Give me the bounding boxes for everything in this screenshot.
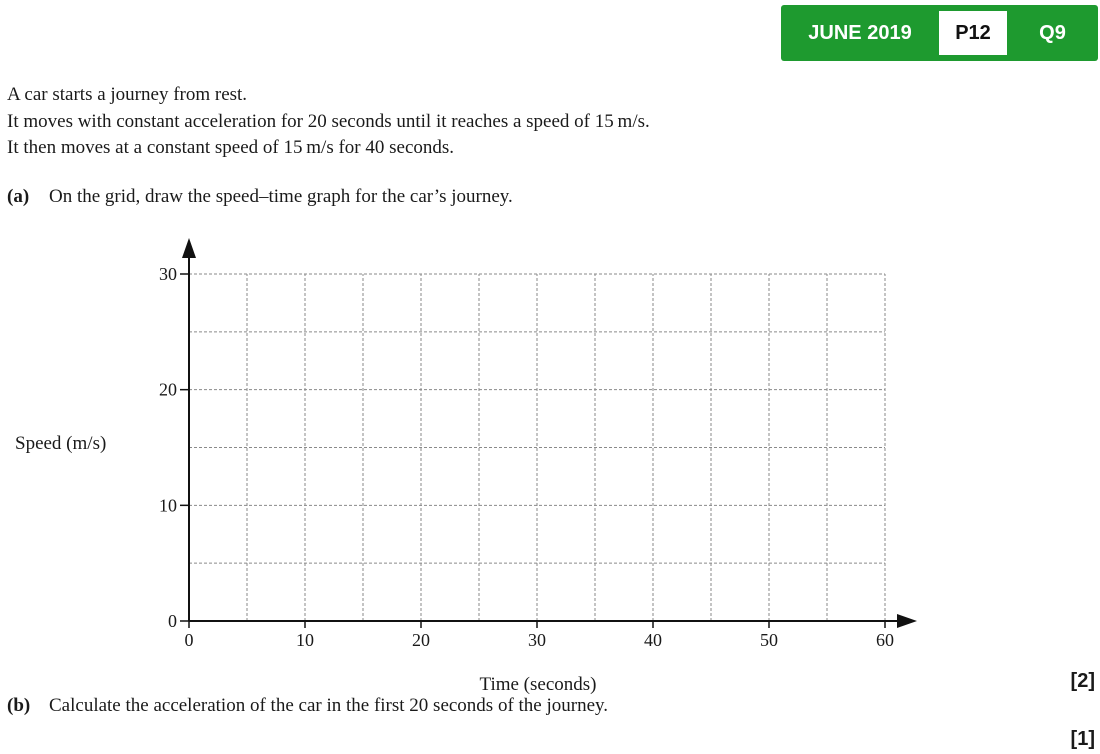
paper-code: P12 — [939, 11, 1007, 55]
y-tick-label: 30 — [159, 264, 177, 284]
part-a-marks: [2] — [1070, 670, 1095, 692]
x-axis-label: Time (seconds) — [479, 674, 597, 695]
y-axis-arrow — [182, 238, 196, 258]
x-tick-label: 40 — [644, 630, 662, 650]
part-a-text: On the grid, draw the speed–time graph for the car’s journey. — [49, 186, 513, 207]
y-axis-label: Speed (m/s) — [15, 433, 107, 454]
x-tick-label: 60 — [876, 630, 894, 650]
exam-date: JUNE 2019 — [808, 22, 912, 44]
y-tick-label: 0 — [168, 611, 177, 631]
stem-line: A car starts a journey from rest. — [7, 84, 248, 105]
part-b-label: (b) — [7, 695, 31, 716]
x-tick-label: 50 — [760, 630, 778, 650]
question-stem — [7, 82, 650, 162]
x-axis-arrow — [897, 614, 917, 628]
part-b-marks: [1] — [1070, 728, 1095, 750]
x-tick-label: 20 — [412, 630, 430, 650]
part-a — [7, 186, 513, 208]
x-tick-label: 0 — [184, 630, 194, 650]
question-badge — [781, 5, 1098, 61]
y-tick-label: 10 — [159, 495, 177, 516]
part-b — [7, 695, 608, 717]
question-number: Q9 — [1039, 22, 1066, 44]
x-tick-label: 30 — [528, 630, 546, 650]
part-b-text: Calculate the acceleration of the car in the first 20 seconds of the journey. — [49, 695, 609, 716]
part-a-label: (a) — [7, 186, 30, 207]
speed-time-grid[interactable] — [0, 230, 1100, 700]
y-tick-label: 20 — [159, 379, 177, 400]
stem-line: It moves with constant acceleration for 20 seconds until it reaches a speed of 15 m/s. — [7, 110, 650, 132]
x-tick-label: 10 — [296, 630, 314, 650]
stem-line: It then moves at a constant speed of 15 m/s for 40 seconds. — [7, 137, 455, 158]
